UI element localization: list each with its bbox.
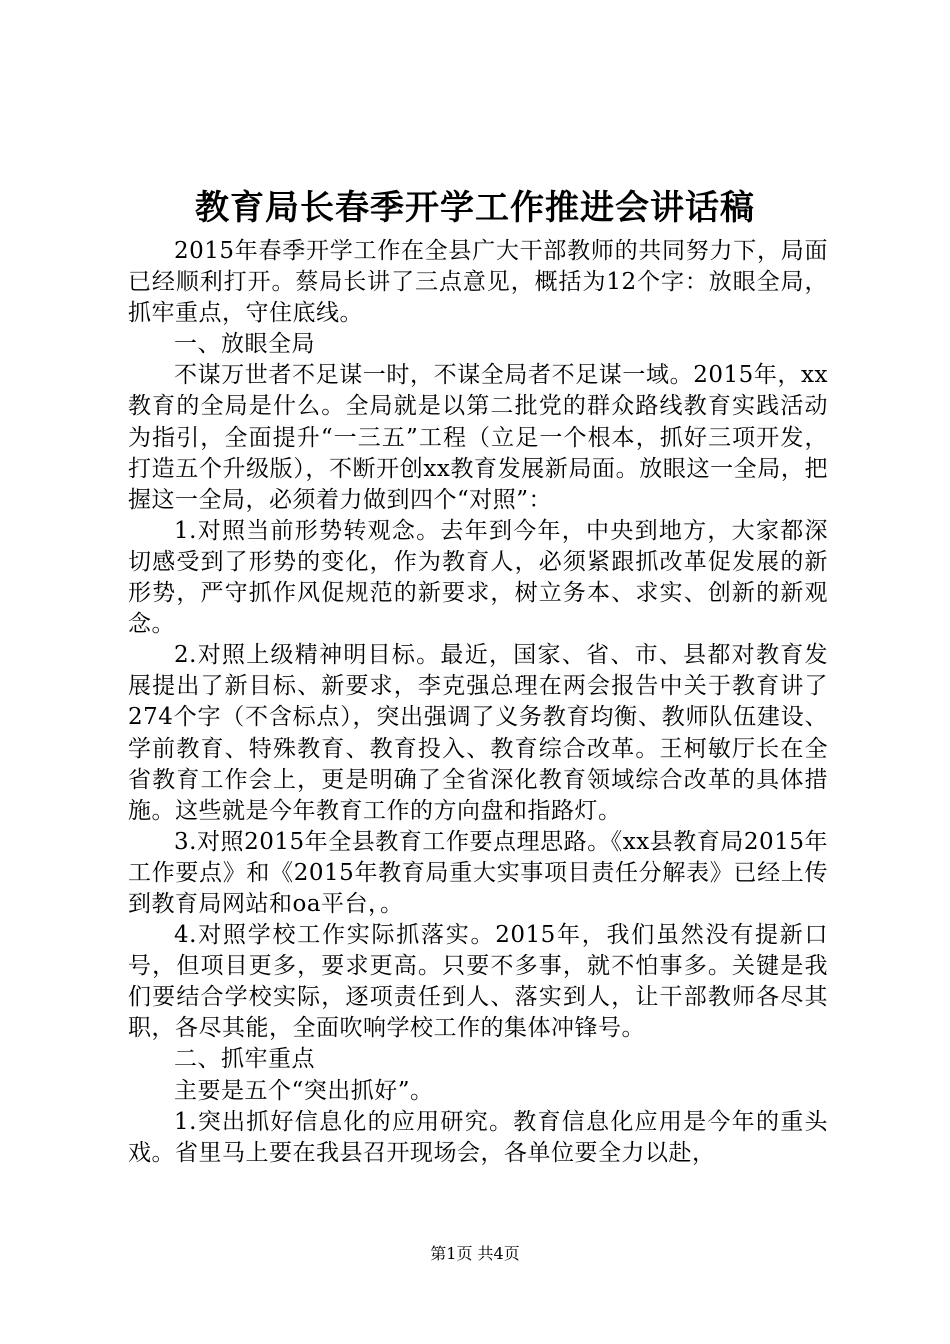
document-title: 教育局长春季开学工作推进会讲话稿 bbox=[195, 188, 755, 228]
paragraph-item-4: 4.对照学校工作实际抓落实。2015年，我们虽然没有提新口号，但项目更多，要求更高。只要不多事，就不怕事多。关键是我们要结合学校实际，逐项责任到人、落实到人，让干部教师各尽其职，各尽其能，全面吹响学校工作的集体冲锋号。 bbox=[128, 922, 828, 1042]
section-heading-1: 一、放眼全局 bbox=[174, 331, 315, 358]
paragraph-focus-intro: 主要是五个“突出抓好”。 bbox=[174, 1077, 434, 1104]
paragraph-intro: 2015年春季开学工作在全县广大干部教师的共同努力下，局面已经顺利打开。蔡局长讲了三点意见，概括为12个字：放眼全局，抓牢重点，守住底线。 bbox=[128, 238, 828, 327]
paragraph-focus-item-1: 1.突出抓好信息化的应用研究。教育信息化应用是今年的重头戏。省里马上要在我县召开现场会，各单位要全力以赴， bbox=[128, 1108, 828, 1166]
paragraph-item-1: 1.对照当前形势转观念。去年到今年，中央到地方，大家都深切感受到了形势的变化，作为教育人，必须紧跟抓改革促发展的新形势，严守抓作风促规范的新要求，树立务本、求实、创新的新观念。 bbox=[128, 517, 828, 638]
section-heading-2: 二、抓牢重点 bbox=[174, 1046, 315, 1073]
paragraph-overview: 不谋万世者不足谋一时，不谋全局者不足谋一域。2015年，xx教育的全局是什么。全局就是以第二批党的群众路线教育实践活动为指引，全面提升“一三五”工程（立足一个根本，抓好三项开发，打造五个升级版），不断开创xx教育发展新局面。放眼这一全局，把握这一全局，必须着力做到四个“对照”： bbox=[128, 362, 828, 513]
paragraph-item-2: 2.对照上级精神明目标。最近，国家、省、市、县都对教育发展提出了新目标、新要求，李克强总理在两会报告中关于教育讲了274个字（不含标点），突出强调了义务教育均衡、教师队伍建设、学前教育、特殊教育、教育投入、教育综合改革。王柯敏厅长在全省教育工作会上，更是明确了全省深化教育领域综合改革的具体措施。这些就是今年教育工作的方向盘和指路灯。 bbox=[128, 642, 828, 824]
page-footer: 第1页 共4页 bbox=[430, 1244, 520, 1263]
paragraph-item-3: 3.对照2015年全县教育工作要点理思路。《xx县教育局2015年工作要点》和《2015年教育局重大实事项目责任分解表》已经上传到教育局网站和oa平台，。 bbox=[128, 828, 828, 917]
document-body bbox=[128, 236, 828, 1169]
